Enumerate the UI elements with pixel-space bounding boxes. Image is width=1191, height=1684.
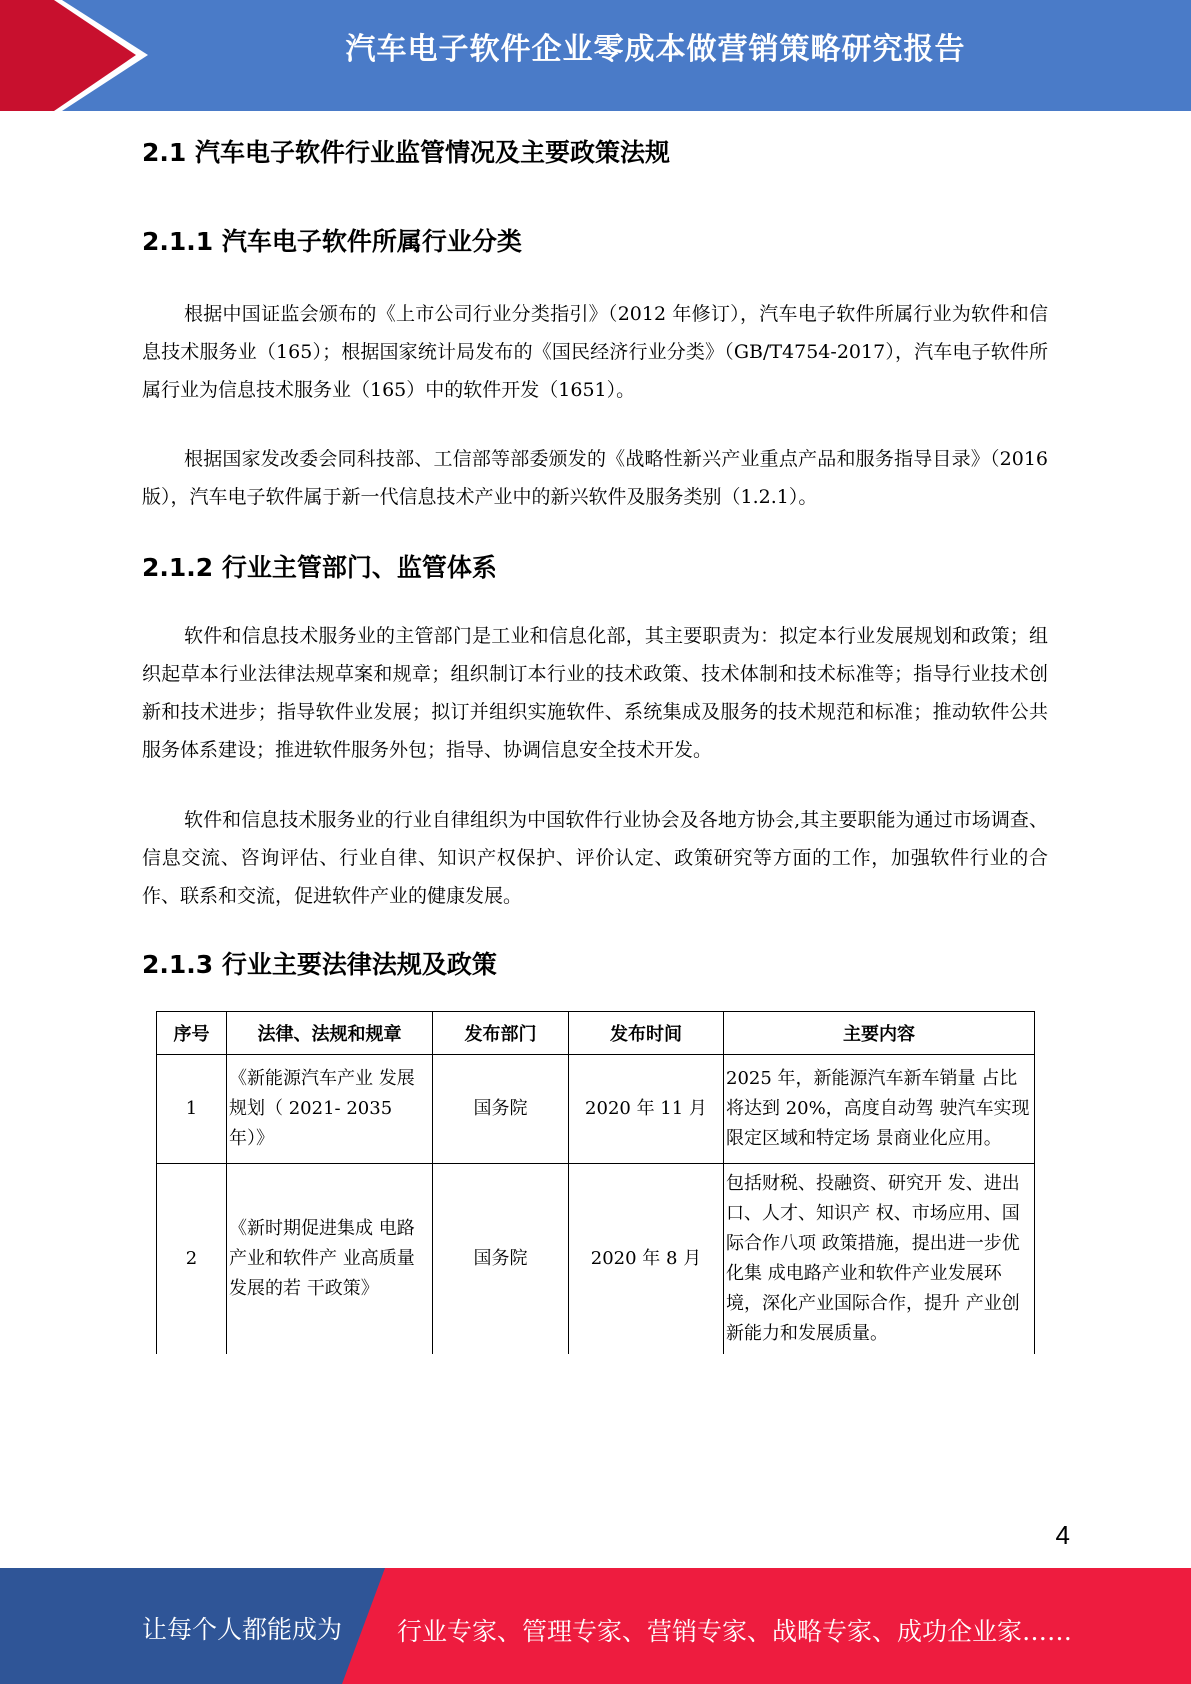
page-number: 4 — [1055, 1520, 1070, 1550]
paragraph-regulators-2: 软件和信息技术服务业的行业自律组织为中国软件行业协会及各地方协会,其主要职能为通过市场调查、信息交流、咨询评估、行业自律、知识产权保护、评价认定、政策研究等方面的工作，加强软件行业的合作、联系和交流，促进软件产业的健康发展。 — [142, 809, 1048, 907]
laws-table — [156, 1011, 1035, 1354]
cell-law: 《新时期促进集成 电路产业和软件产 业高质量发展的若 干政策》 — [227, 1164, 433, 1355]
paragraph-classification-2: 根据国家发改委会同科技部、工信部等部委颁发的《战略性新兴产业重点产品和服务指导目录》（2016 版），汽车电子软件属于新一代信息技术产业中的新兴软件及服务类别（1.2.1）。 — [142, 448, 1048, 508]
page-header — [0, 0, 1191, 111]
cell-content: 2025 年，新能源汽车新车销量 占比将达到 20%，高度自动驾 驶汽车实现限定区域和特定场 景商业化应用。 — [724, 1055, 1035, 1164]
subsection-title-regulators: 2.1.2 行业主管部门、监管体系 — [142, 553, 497, 582]
cell-department: 国务院 — [433, 1055, 569, 1164]
column-header-number: 序号 — [157, 1012, 227, 1055]
header-chevron-decoration — [0, 0, 160, 111]
table-header-row — [157, 1012, 1035, 1055]
cell-number: 2 — [157, 1164, 227, 1355]
subsection-title-laws: 2.1.3 行业主要法律法规及政策 — [142, 950, 497, 979]
cell-content: 包括财税、投融资、研究开 发、进出口、人才、知识产 权、市场应用、国际合作八项 政策措施，提出进一步优化集 成电路产业和软件产业发展环 境，深化产业国际合作，提升 产业创新能力和发展质量。 — [724, 1164, 1035, 1355]
table-row — [157, 1055, 1035, 1164]
cell-department: 国务院 — [433, 1164, 569, 1355]
column-header-content: 主要内容 — [724, 1012, 1035, 1055]
paragraph-regulators-1: 软件和信息技术服务业的主管部门是工业和信息化部，其主要职责为：拟定本行业发展规划和政策；组织起草本行业法律法规草案和规章；组织制订本行业的技术政策、技术体制和技术标准等；指导行业技术创新和技术进步；指导软件业发展；拟订并组织实施软件、系统集成及服务的技术规范和标准；推动软件公共服务体系建设；推进软件服务外包；指导、协调信息安全技术开发。 — [142, 625, 1048, 761]
cell-law: 《新能源汽车产业 发展规划（ 2021- 2035 年）》 — [227, 1055, 433, 1164]
subsection-title-classification: 2.1.1 汽车电子软件所属行业分类 — [142, 227, 522, 256]
footer-slogan-left: 让每个人都能成为 — [142, 1615, 343, 1644]
column-header-department: 发布部门 — [433, 1012, 569, 1055]
footer-slogan-right: 行业专家、管理专家、营销专家、战略专家、成功企业家…… — [397, 1617, 1073, 1646]
table-row — [157, 1164, 1035, 1355]
cell-date: 2020 年 8 月 — [569, 1164, 724, 1355]
report-title: 汽车电子软件企业零成本做营销策略研究报告 — [345, 32, 966, 67]
column-header-date: 发布时间 — [569, 1012, 724, 1055]
cell-number: 1 — [157, 1055, 227, 1164]
cell-date: 2020 年 11 月 — [569, 1055, 724, 1164]
section-title: 2.1 汽车电子软件行业监管情况及主要政策法规 — [142, 138, 670, 167]
paragraph-classification-1: 根据中国证监会颁布的《上市公司行业分类指引》（2012 年修订），汽车电子软件所属行业为软件和信息技术服务业（165）；根据国家统计局发布的《国民经济行业分类》（GB/T4754-2017），汽车电子软件所属行业为信息技术服务业（165）中的软件开发（1651）。 — [142, 303, 1048, 401]
column-header-law: 法律、法规和规章 — [227, 1012, 433, 1055]
